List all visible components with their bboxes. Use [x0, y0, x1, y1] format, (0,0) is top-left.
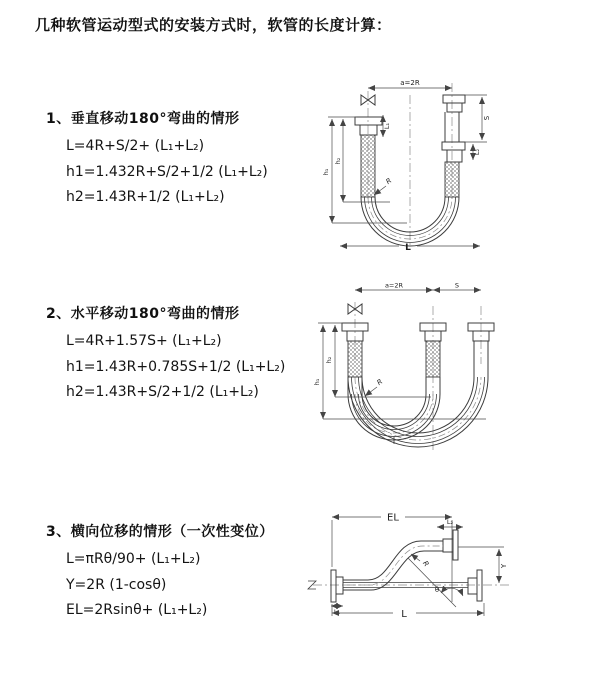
l2-dimension-label: L₂ [446, 518, 454, 526]
formula-line: h1=1.432R+S/2+1/2 (L₁+L₂) [66, 163, 268, 180]
formula-line: Y=2R (1-cosθ) [66, 576, 167, 593]
right-pipe-fittings [442, 95, 465, 197]
a2r-dimension-label: a=2R [384, 282, 404, 290]
l-dimension-label: L [401, 609, 407, 620]
l-dimension-label: L [405, 243, 411, 253]
dimension-h1 [313, 323, 486, 419]
h1-dimension-label: h₁ [322, 168, 330, 176]
dimension-h2 [325, 325, 431, 397]
formula-line: L=πRθ/90+ (L₁+L₂) [66, 551, 201, 567]
dimension-a2r [355, 282, 433, 290]
formula-line: h1=1.43R+0.785S+1/2 (L₁+L₂) [66, 358, 286, 375]
section-horizontal-movement [46, 303, 285, 406]
section-3-heading: 3、横向位移的情形（一次性变位） [46, 524, 274, 540]
l2-dimension-label: L₂ [473, 148, 481, 156]
right-pipe-fitting [468, 323, 494, 377]
moved-flange [443, 530, 458, 560]
radius-callout [411, 554, 430, 568]
r-label: R [384, 176, 394, 187]
page-title: 几种软管运动型式的安装方式时，软管的长度计算： [35, 16, 392, 34]
section-lateral-displacement [46, 521, 274, 624]
dimension-l2 [473, 144, 481, 160]
s-dimension-label: S [454, 282, 460, 290]
dimension-l2 [437, 518, 463, 527]
section-2-formulas [66, 329, 285, 406]
dimension-l1 [383, 115, 391, 137]
hose-position-2 [348, 377, 488, 447]
left-pipe-fitting [355, 117, 382, 197]
dimension-s [465, 95, 491, 142]
r-label: R [375, 377, 385, 388]
section-2-heading: 2、水平移动180°弯曲的情形 [46, 306, 240, 322]
centerlines [355, 302, 481, 450]
a2r-dimension-label: a=2R [400, 79, 420, 87]
theta-label: θ [434, 586, 440, 594]
h1-dimension-label: h₁ [313, 378, 321, 386]
middle-pipe-fitting [420, 323, 446, 394]
dimension-l [340, 243, 480, 253]
r-label: R [420, 559, 431, 569]
radius-callout [374, 177, 393, 195]
section-1-formulas [66, 134, 268, 211]
radius-callout [365, 378, 384, 396]
dimension-l [332, 603, 484, 620]
formula-line: EL=2Rsinθ+ (L₁+L₂) [66, 602, 208, 618]
h2-dimension-label: h₂ [325, 356, 333, 364]
centerlines [368, 83, 452, 245]
original-flange [468, 570, 482, 601]
formula-line: h2=1.43R+S/2+1/2 (L₁+L₂) [66, 384, 259, 400]
s-dimension-label: S [483, 115, 491, 121]
vertical-180-bend-diagram [295, 75, 525, 255]
l1-dimension-label: L₁ [383, 122, 391, 130]
el-dimension-label: EL [387, 512, 399, 524]
left-flange [331, 570, 343, 602]
horizontal-180-bend-diagram [303, 282, 535, 454]
section-vertical-movement [46, 108, 268, 211]
section-3-formulas [66, 547, 274, 624]
dimension-l1 [331, 606, 343, 616]
h2-dimension-label: h₂ [334, 157, 342, 165]
formula-line: L=4R+S/2+ (L₁+L₂) [66, 138, 205, 154]
y-dimension-label: Y [500, 563, 508, 569]
formula-line: L=4R+1.57S+ (L₁+L₂) [66, 333, 222, 349]
section-1-heading: 1、垂直移动180°弯曲的情形 [46, 111, 240, 127]
dimension-s [433, 282, 481, 290]
lateral-displacement-diagram [293, 503, 565, 645]
dimension-a2r [368, 79, 452, 88]
formula-line: h2=1.43R+1/2 (L₁+L₂) [66, 189, 225, 205]
dimension-y [458, 547, 508, 583]
l1-dimension-label: L₁ [333, 608, 341, 616]
